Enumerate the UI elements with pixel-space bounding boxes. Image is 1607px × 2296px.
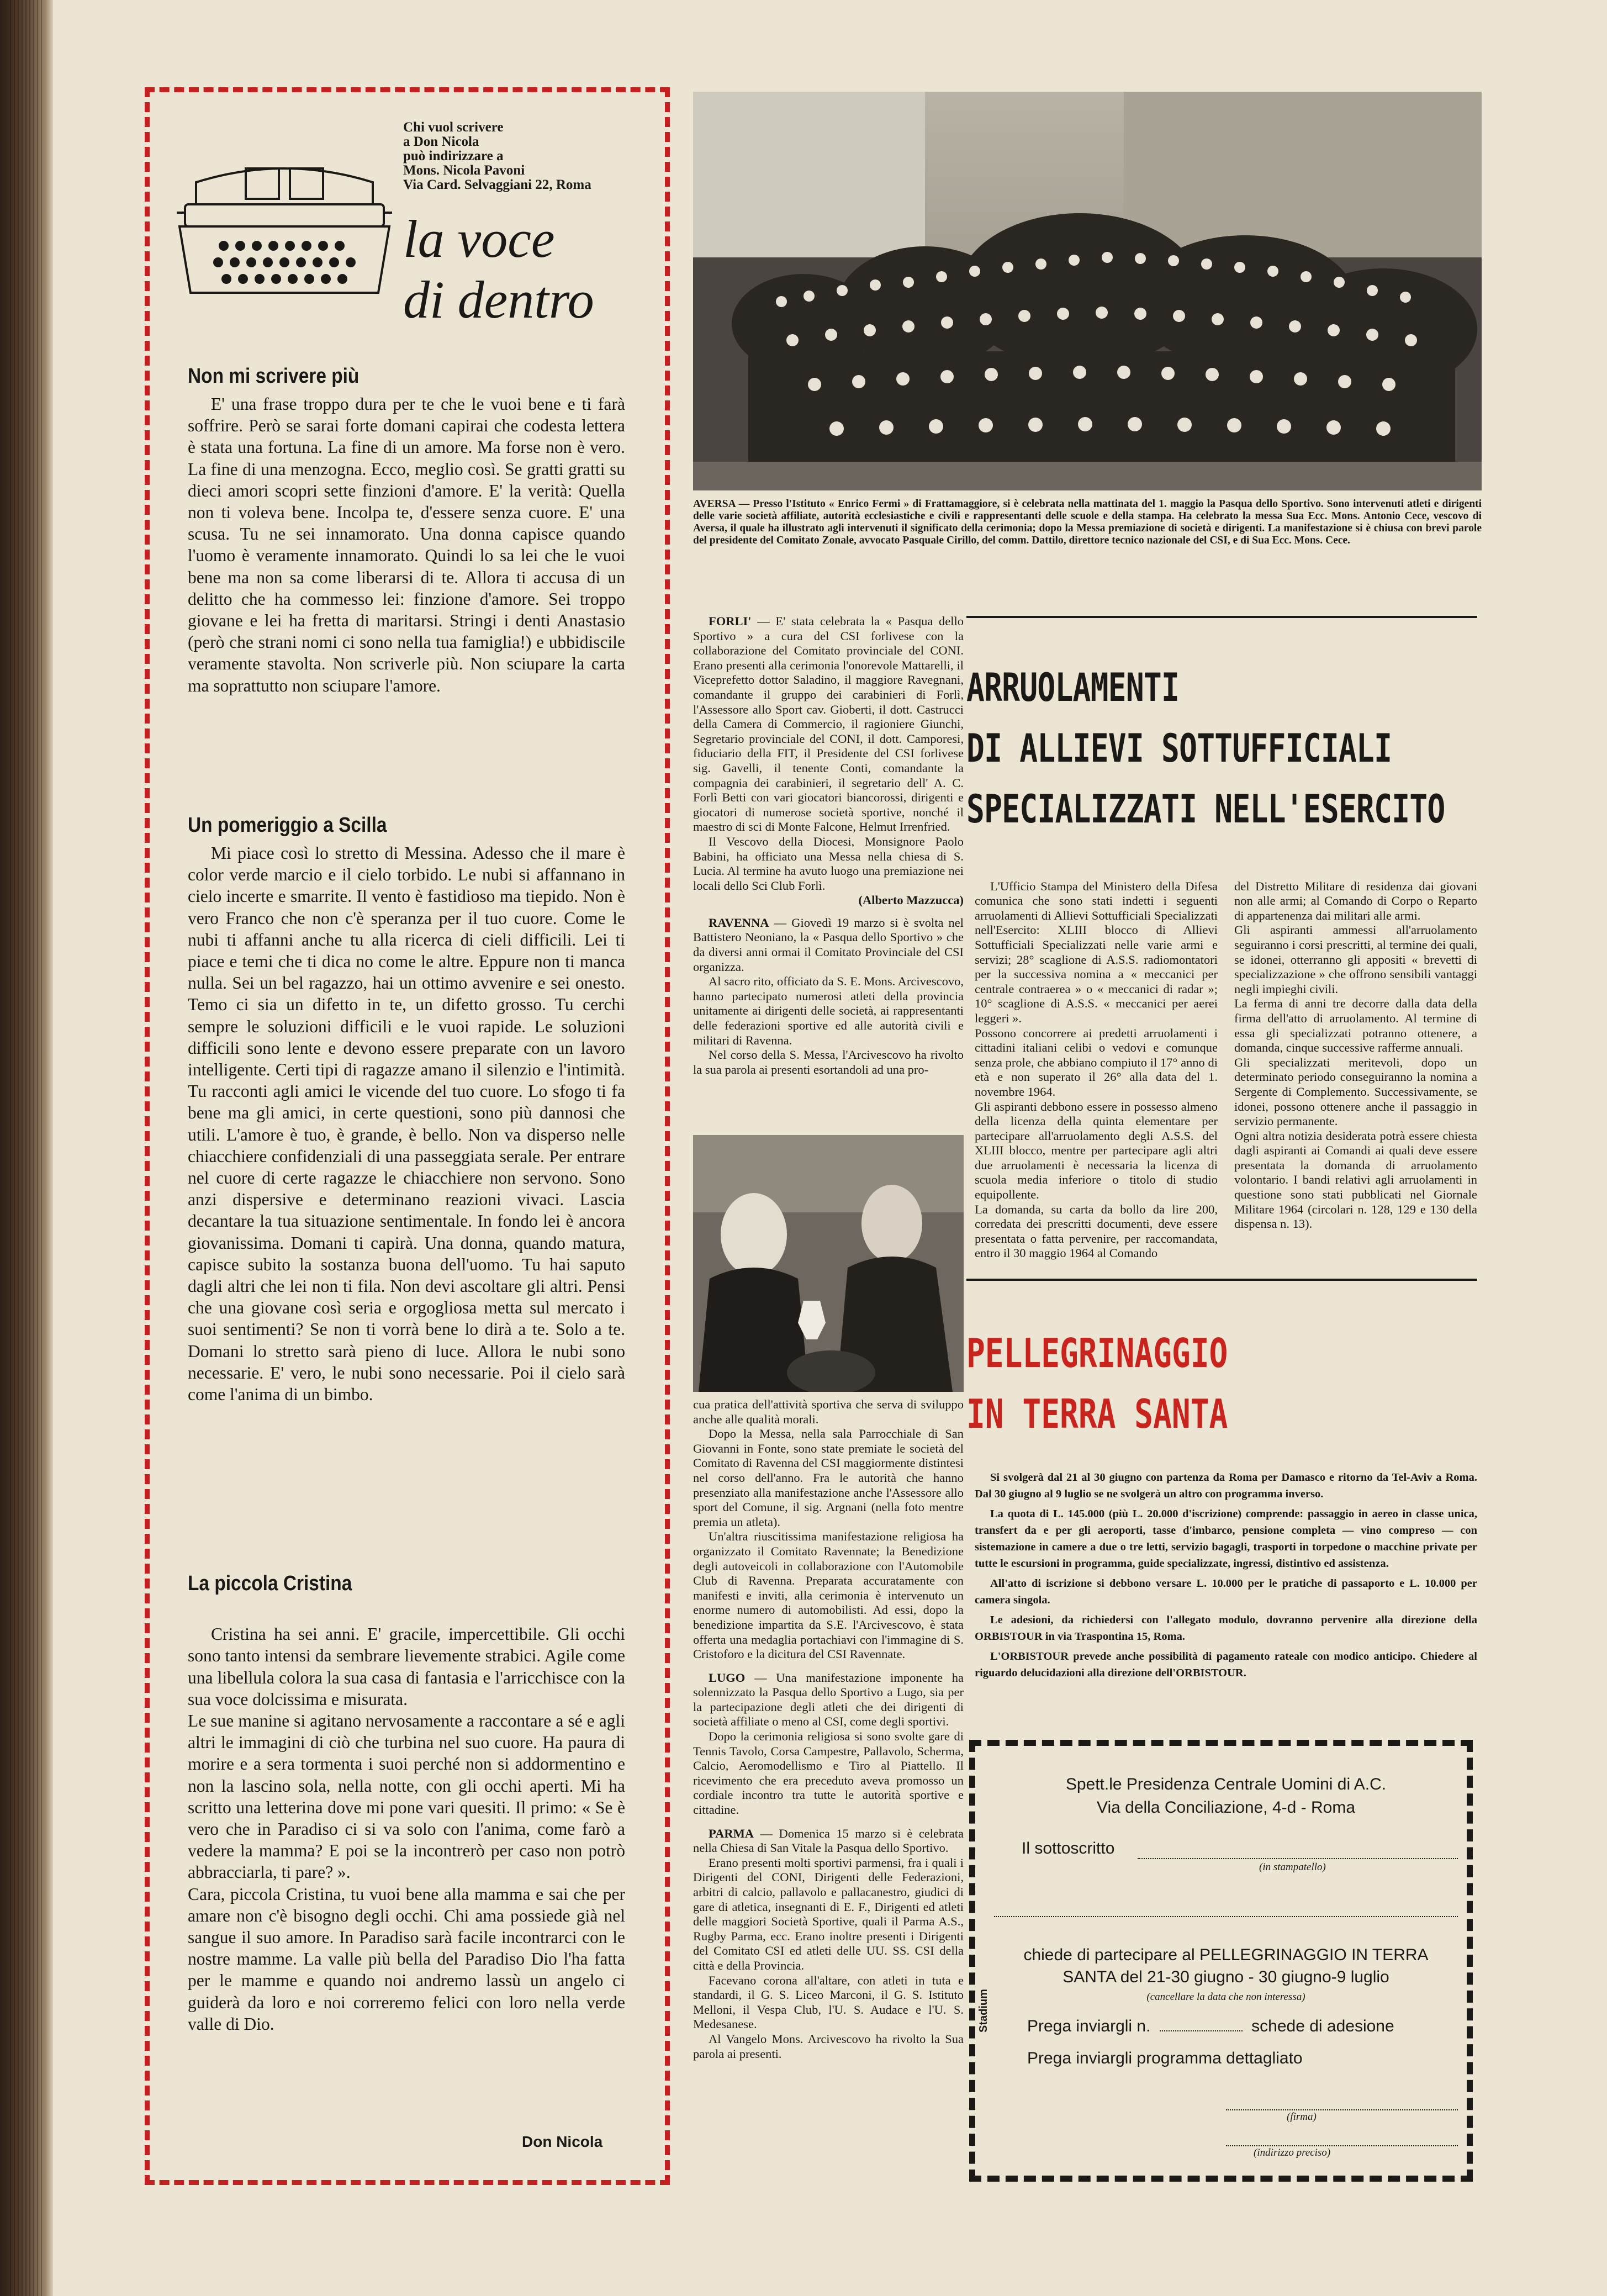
coupon-indirizzo-label: (indirizzo preciso)	[1254, 2147, 1331, 2158]
section-heading: Un pomeriggio a Scilla	[188, 814, 387, 837]
section-heading: Non mi scrivere più	[188, 365, 360, 388]
group-photo	[693, 92, 1482, 490]
news-parma-2: Erano presenti molti sportivi parmensi, fra i quali i Dirigenti del CONI, Dirigenti delle Federazioni, arbitri di calcio, pallavolo e pallacanestro, giudici di gare di atletica, insegnanti di E. F., Dirigenti ed atleti delle maggiori Società Sportive, quali il Parma A.S., Rugby Parma, ecc. Erano inoltre presenti i Dirigenti del Comitato CSI ed atleti delle UU. SS. CSI della città e della Provincia.	[693, 1855, 964, 1972]
news-text: — Domenica 15 marzo si è celebrata nella Chiesa di San Vitale la Pasqua dello Sportivo.	[693, 1826, 964, 1855]
coupon-side-label: Stadium	[977, 1989, 990, 2033]
news-ravenna-cont2: Dopo la Messa, nella sala Parrocchiale di San Giovanni in Fonte, sono state premiate le società del Comitato di Ravenna del CSI maggiormente distintesi nel corso dell'anno. Fra le autorità che hanno presenziato alla manifestazione anche l'Assessore allo sport del Comune, il sig. Argnani (nella foto mentre premia un atleta).	[693, 1427, 964, 1529]
news-column-continued	[693, 1397, 964, 2061]
headline-line: PELLEGRINAGGIO	[966, 1330, 1228, 1376]
contact-line: a Don Nicola	[403, 134, 479, 149]
contact-line: Chi vuol scrivere	[403, 120, 504, 135]
news-text: — Giovedì 19 marzo si è svolta nel Battistero Neoniano, la « Pasqua dello Sportivo » che da diversi anni ormai il Comitato Provinciale del CSI organizza.	[693, 915, 964, 974]
news-ravenna-2: Al sacro rito, officiato da S. E. Mons. Arcivescovo, hanno partecipato numerosi atleti della provincia unitamente ai dirigenti delle società, ai rappresentanti delle federazioni sportive ed alle autorità civili e militari di Ravenna.	[693, 974, 964, 1047]
news-text: — Una manifestazione imponente ha solennizzato la Pasqua dello Sportivo a Lugo, sia per la partecipazione degli atleti che dei dirigenti di società affiliate o meno al CSI, come degli sportivi.	[693, 1670, 964, 1729]
news-place: LUGO	[709, 1670, 746, 1685]
section-text	[188, 393, 625, 696]
coupon-stampatello: (in stampatello)	[1259, 1861, 1326, 1873]
news-place: FORLI'	[709, 614, 752, 628]
coupon-schede-count-field[interactable]	[1160, 2030, 1243, 2031]
contact-info	[403, 120, 591, 192]
arruolamenti-col1	[975, 864, 1218, 1276]
section-text	[188, 842, 625, 1405]
binding-spine	[0, 0, 53, 2296]
coupon-schede-label: schede di adesione	[1251, 2017, 1394, 2035]
headline-line: IN TERRA SANTA	[966, 1391, 1228, 1437]
news-ravenna-cont3: Un'altra riuscitissima manifestazione religiosa ha organizzato il Comitato Ravennate; la Benedizione degli autoveicoli in collaborazione con l'Automobile Club di Ravenna. Preparata accuratamente con manifesti e inviti, alla cerimonia è intervenuto un enorme numero di automobilisti. Ad essi, dopo la benedizione impartita da S.E. l'Arcivescovo, è stata offerta una medaglia portachiavi con l'immagine di S. Cristoforo e la dicitura del CSI Ravennate.	[693, 1529, 964, 1661]
news-lugo	[693, 1671, 964, 1729]
arruolamenti-headline	[966, 657, 1471, 840]
news-place: PARMA	[709, 1826, 754, 1840]
paragraph: Le adesioni, da richiedersi con l'allegato modulo, dovranno pervenire alla direzione della ORBISTOUR in via Traspontina 15, Roma.	[975, 1614, 1477, 1643]
news-author: (Alberto Mazzucca)	[858, 893, 964, 907]
news-parma-3: Facevano corona all'altare, con atleti in tuta e standardi, il G. S. Liceo Marconi, il G. S. Istituto Melloni, il Vespa Club, l'U. S. Audace e l'U. S. Medesanese.	[693, 1973, 964, 2031]
coupon-cancellare: (cancellare la data che non interessa)	[1146, 1991, 1305, 2003]
coupon-firma-field[interactable]	[1226, 2107, 1458, 2110]
arruolamenti-text-2: del Distretto Militare di residenza dai giovani non alle armi; al Comando di Corpo o Reparto di appartenenza dai militari alle armi. Gli aspiranti ammessi all'arruolamento seguiranno i corsi prescritti, al termine dei quali, se idonei, otterranno gli appositi « brevetti di specializzazione » che offrono sensibili vantaggi negli impieghi civili. La ferma di anni tre decorre dalla data della firma dell'atto di arruolamento. Al termine di essa gli specializzati potranno ottenere, a domanda, cinque successive rafferme annuali. Gli specializzati meritevoli, dopo un determinato periodo conseguiranno la nomina a Sergente di Complemento. Successivamente, se idonei, possono ottenere anche il passaggio in servizio permanente. Ogni altra notizia desiderata potrà essere chiesta dagli aspiranti ai Comandi ai quali deve essere presentata la domanda di arruolamento volontario. I bandi relativi agli arruolamenti in questione sono stati pubblicati nel Giornale Militare 1964 (circolari n. 128, 129 e 130 della dispensa n. 13).	[1234, 879, 1477, 1231]
headline-line: ARRUOLAMENTI	[966, 665, 1180, 710]
paragraph: L'ORBISTOUR prevede anche possibilità di pagamento rateale con modico anticipo. Chiedere al riguardo delucidazioni alla direzione dell'ORBISTOUR.	[975, 1650, 1477, 1679]
arruolamenti-col2	[1234, 864, 1477, 1246]
news-column	[693, 614, 964, 1077]
coupon-prega-programma: Prega inviargli programma dettagliato	[1027, 2049, 1303, 2067]
paragraph: Si svolgerà dal 21 al 30 giugno con partenza da Roma per Damasco e ritorno da Tel-Aviv a Roma. Dal 30 giugno al 9 luglio se ne svolgerà un altro con programma inverso.	[975, 1471, 1477, 1500]
signature: Don Nicola	[522, 2133, 603, 2150]
headline-line: DI ALLIEVI SOTTUFFICIALI	[966, 726, 1392, 771]
news-lugo-2: Dopo la cerimonia religiosa si sono svolte gare di Tennis Tavolo, Corsa Campestre, Pallavolo, Scherma, Calcio, Aeromodellismo e Tiro al Piattello. Il ricevimento che era preceduto aveva promosso un cordiale incontro tra tutte le autorità sportive e cittadine.	[693, 1729, 964, 1817]
coupon-prega-schede	[1027, 2017, 1394, 2036]
coupon-chiede-line2: SANTA del 21-30 giugno - 30 giugno-9 luglio	[1062, 1968, 1389, 1986]
news-text: — E' stata celebrata la « Pasqua dello Sportivo » a cura del CSI forlivese con la collaborazione del Comitato provinciale del CONI. Erano presenti alla cerimonia l'onorevole Mattarelli, il Viceprefetto dottor Saladino, il maggiore Ravegnani, comandante il gruppo dei carabinieri di Forlì, l'Assessore allo Sport cav. Gioberti, il dott. Castrucci della Camera di Commercio, il ragioniere Giunchi, Segretario provinciale del CONI, il dott. Camporesi, fiduciario della FIT, il Presidente del CSI forlivese sig. Gavelli, il tenente Conti, comandante la compagnia dei carabinieri, il segretario dell' A. C. Forlì Betti con vari giocatori biancorossi, dirigenti e giocatori di numerose società sportive, nonché il maestro di sci di Monte Falcone, Helmut Irrenfried.	[693, 614, 964, 834]
coupon-address-line1: Spett.le Presidenza Centrale Uomini di A.C.	[1065, 1775, 1387, 1793]
photo-caption-text: AVERSA — Presso l'Istituto « Enrico Fermi » di Frattamaggiore, si è celebrata nella mattinata del 1. maggio la Pasqua dello Sportivo. Sono intervenuti atleti e dirigenti delle varie società affiliate, autorità ecclesiastiche e civili e rappresentanti delle scuole e della stampa. Ha celebrato la messa Sua Ecc. Mons. Antonio Cece, vescovo di Aversa, il quale ha illustrato agli intervenuti il significato della cerimonia; dopo la Messa premiazione di società e dirigenti. La manifestazione si è chiusa con brevi parole del presidente del Comitato Zonale, avvocato Pasquale Cirillo, del comm. Dattilo, direttore tecnico nazionale del CSI, e di Sua Ecc. Mons. Cece.	[693, 498, 1482, 546]
arruolamenti-text-1: L'Ufficio Stampa del Ministero della Difesa comunica che sono stati indetti i seguenti arruolamenti di Allievi Sottufficiali Specializzati nell'Esercito: XLIII blocco di Allievi Sottufficiali Specializzati nelle varie armi e servizi; 28° scaglione di A.S.S. radiomontatori per la successiva nomina a « meccanici per centrale contraerea » o « meccanici di radar »; 10° scaglione di A.S.S. « meccanici per aerei leggeri ». Possono concorrere ai predetti arruolamenti i cittadini italiani celibi o vedovi e comunque senza prole, che abbiano compiuto il 17° anno di età e non superato il 26° alla data del 1. novembre 1964. Gli aspiranti debbono essere in possesso almeno della licenza della quinta elementare per partecipare all'arruolamento degli A.S.S. del XLIII blocco, mentre per partecipare agli altri due arruolamenti è necessaria la licenza di scuola media inferiore o titolo di studio equipollente. La domanda, su carta da bollo da lire 200, corredata dei prescritti documenti, deve essere presentata o fatta pervenire, per raccomandata, entro il 30 maggio 1964 al Comando	[975, 879, 1218, 1260]
coupon-indirizzo-field[interactable]	[1226, 2143, 1458, 2146]
typewriter-icon	[174, 144, 395, 309]
headline-line: SPECIALIZZATI NELL'ESERCITO	[966, 787, 1445, 832]
award-photo	[693, 1135, 964, 1392]
news-ravenna-cont: cua pratica dell'attività sportiva che serva di sviluppo anche alle qualità morali.	[693, 1397, 964, 1426]
paragraph: Cristina ha sei anni. E' gracile, impercettibile. Gli occhi sono tanto intensi da sembrare lievemente strabici. Agile come una libellula colora la sua casa di fantasia e l'arricchisce con la sua voce dolcissima e misurata. Le sue manine si agitano nervosamente a raccontare a sé e agli altri le immagini di ciò che turbina nel suo cuore. Ha paura di morire e a sera tormenta i suoi perché non si addormentino e non la lascino sola, nella notte, con gli occhi aperti. Mi ha scritto una letterina dove mi pone vari quesiti. Il primo: « Se è vero che in Paradiso ci si va solo con l'anima, come farò a vedere la mamma? E poi se la incontrerò per caso non potrò abbracciarla, ti pare? ». Cara, piccola Cristina, tu vuoi bene alla mamma e sai che per amare non c'è bisogno degli occhi. Chi ama possiede già nel sangue il suo amore. In Paradiso sarà facile incontrarci con le nostre mamme. La valle più bella del Paradiso Dio l'ha fatta per le mamme e quando noi andremo lassù un angelo ci guiderà da loro e noi correremo felici con loro nella verde valle di Dio.	[188, 1624, 625, 2034]
news-forli	[693, 614, 964, 835]
contact-line: Mons. Nicola Pavoni	[403, 163, 525, 178]
column-title-line2: di dentro	[403, 270, 594, 329]
news-parma-4: Al Vangelo Mons. Arcivescovo ha rivolto la Sua parola ai presenti.	[693, 2031, 964, 2061]
section-text	[188, 1602, 625, 2056]
section-heading: La piccola Cristina	[188, 1572, 352, 1595]
news-ravenna	[693, 916, 964, 974]
coupon-chiede	[988, 1944, 1463, 1988]
coupon-sottoscritto-field[interactable]	[1138, 1856, 1458, 1859]
coupon-address	[988, 1773, 1463, 1819]
coupon-chiede-line1: chiede di partecipare al PELLEGRINAGGIO IN TERRA	[1023, 1946, 1429, 1964]
contact-line: Via Card. Selvaggiani 22, Roma	[403, 177, 591, 192]
news-parma	[693, 1827, 964, 1856]
column-title	[403, 209, 594, 330]
coupon-address-line2: Via della Conciliazione, 4-d - Roma	[1096, 1798, 1356, 1817]
coupon-sottoscritto-label: Il sottoscritto	[1022, 1839, 1115, 1857]
paragraph: All'atto di iscrizione si debbono versare L. 10.000 per le pratiche di passaporto e L. 10.000 per camera singola.	[975, 1577, 1477, 1606]
coupon-prega-label: Prega inviargli n.	[1027, 2017, 1151, 2035]
coupon-blank-line[interactable]	[994, 1914, 1458, 1917]
coupon-firma-label: (firma)	[1287, 2111, 1317, 2123]
paragraph: E' una frase troppo dura per te che le vuoi bene e ti farà soffrire. Però se sarai forte domani capirai che codesta lettera è stata una fortuna. La fine di un amore. Ma forse non è vero. La fine di una menzogna. Ecco, meglio così. Se gratti gratti su dieci amori scopri sette finzioni d'amore. E' la verità: Quella non ti voleva bene. Incolpa te, d'essere senza cuore. E' una scusa. Tu ne sei innamorato. Una donna capisce quando l'uomo è veramente innamorato. Quindi lo sa lei che le vuoi bene ma non sa come liberarsi di te. Allora ti accusa di un delitto che ha commesso lei: finzione d'amore. Sei troppo giovane e lei ha fretta di maritarsi. Stringi i denti Anastasio (però che strani nomi ci sono nella tua famiglia!) e ubbidiscile veramente stavolta. Non scriverle più. Non sciupare la carta ma soprattutto non sciupare l'amore.	[188, 394, 625, 695]
news-forli-2: Il Vescovo della Diocesi, Monsignore Paolo Babini, ha officiato una Messa nella chiesa di S. Lucia. Al termine ha avuto luogo una premiazione nei locali dello Sci Club Forlì.	[693, 834, 964, 893]
rule-top	[966, 616, 1477, 618]
pellegrinaggio-headline	[966, 1323, 1228, 1444]
contact-line: può indirizzare a	[403, 149, 504, 163]
column-title-line1: la voce	[403, 209, 555, 268]
rule-mid	[966, 1279, 1477, 1281]
paragraph: La quota di L. 145.000 (più L. 20.000 d'iscrizione) comprende: passaggio in aereo in classe unica, transfert da e per gli aeroporti, tasse d'imbarco, pensione completa — vino compreso — con sistemazione in camere a due o tre letti, servizio bagagli, trasporti in torpedone o macchine private per tutte le escursioni in programma, guide specializzate, ingressi, distintivo ed assistenza.	[975, 1508, 1477, 1570]
news-place: RAVENNA	[709, 915, 769, 930]
photo-caption	[693, 498, 1482, 547]
news-ravenna-3: Nel corso della S. Messa, l'Arcivescovo ha rivolto la sua parola ai presenti esortandoli ad una pro-	[693, 1048, 964, 1076]
pellegrinaggio-text	[975, 1469, 1477, 1681]
paragraph: Mi piace così lo stretto di Messina. Adesso che il mare è color verde marcio e il cielo torbido. Le nubi si affannano in cielo incerte e smarrite. Il vento è fastidioso ma tiepido. Non è vero Franco che non c'è speranza per il tuo cuore. Come le nubi ti affanni anche tu alla ricerca di cieli difficili. Lei ti piace e temi che ti dica no come le altre. Eppure non ti manca nulla. Sei un bel ragazzo, hai un ottimo avvenire e sei onesto. Temo ci sia un difetto in te, un difetto grosso. Tu cerchi sempre le soluzioni difficili e le vuoi rapide. Le soluzioni difficili sono lente e devono essere preparate con un lavoro intelligente. Certi tipi di ragazze amano il silenzio e l'intimità. Tu racconti agli amici le vicende del tuo cuore. Lo sfogo ti fa bene ma gli amici, in certe questioni, sono più dannosi che utili. L'amore è tuo, è grande, è bello. Non va disperso nelle chiacchiere confidenziali di una passeggiata serale. Per entrare nel cuore di certe ragazze le chiacchiere non servono. Sono anzi dispersive e determinano reazioni vivaci. Lascia decantare la tua situazione sentimentale. In fondo lei è ancora giovanissima. Domani ti capirà. Una donna, quando matura, capisce subito la sostanza buona dell'uomo. Tu hai saputo dagli altri che lei non ti fila. Non devi ascoltare gli altri. Pensi che una giovane così seria e orgogliosa metta sul mercato i suoi sentimenti? Se non ti vorrà bene lo dirà a te. Solo a te. Domani lo stretto sarà pieno di luce. Allora le nubi sono necessarie. E' vero, le nubi sono necessarie. Poi il cielo sarà come l'anima di un bimbo.	[188, 843, 625, 1405]
